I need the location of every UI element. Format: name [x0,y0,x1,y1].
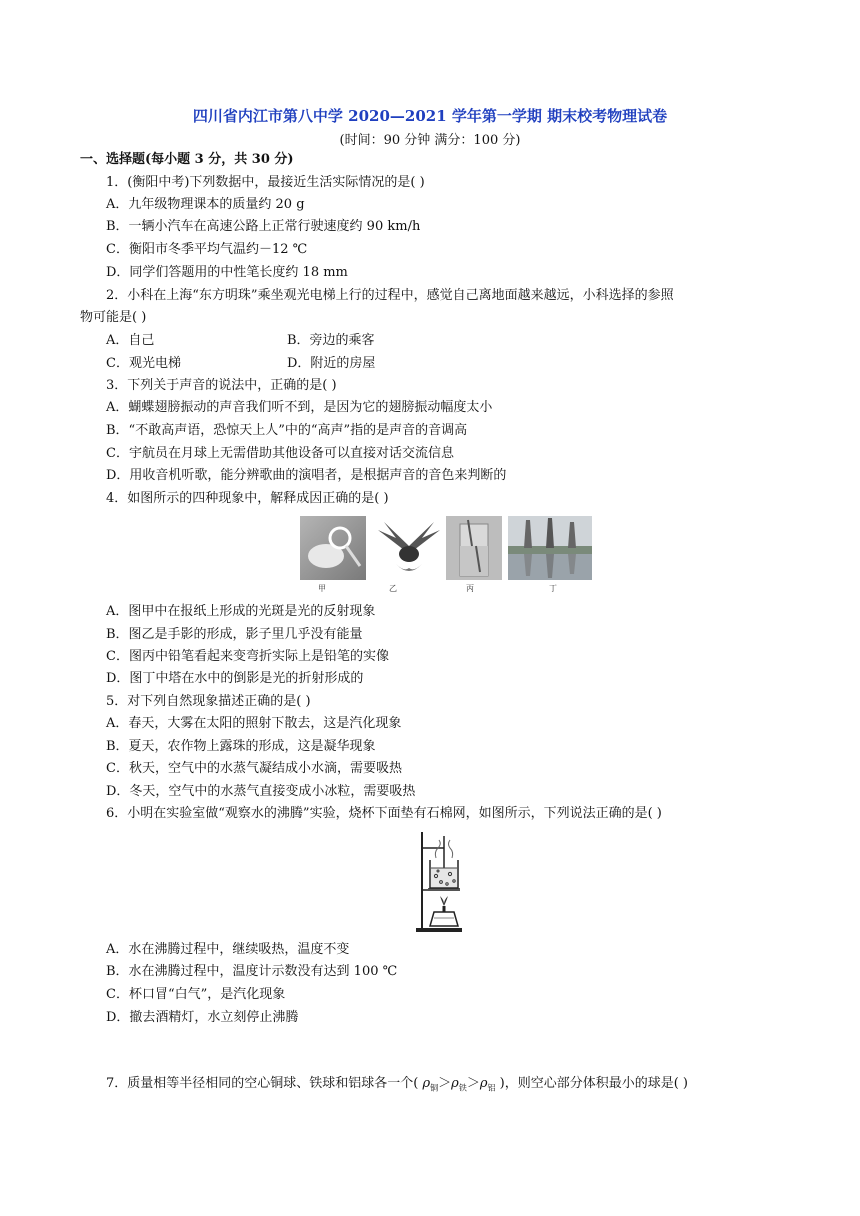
q4-option-d: D．图丁中塔在水中的倒影是光的折射形成的 [106,671,364,686]
figure-caption-yi: 乙 [389,584,397,593]
q2-stem-line2: 物可能是( ) [80,310,147,325]
q2-option-a: A．自己 [106,333,155,348]
q1-option-c: C．衡阳市冬季平均气温约－12 ℃ [106,242,308,257]
figure-yi-image [374,516,444,580]
q7-stem-start: 7．质量相等半径相同的空心铜球、铁球和铝球各一个( [106,1076,419,1091]
q1-option-a: A．九年级物理课本的质量约 20 g [106,197,305,212]
q2-stem-line1: 2．小科在上海“东方明珠”乘坐观光电梯上行的过程中，感觉自己离地面越来越远，小科选择的参照 [106,288,674,303]
q5-option-a: A．春天，大雾在太阳的照射下散去，这是汽化现象 [106,716,402,731]
q3-option-a: A．蝴蝶翅膀振动的声音我们听不到，是因为它的翅膀振动幅度太小 [106,400,493,415]
q6-option-d: D．撤去酒精灯，水立刻停止沸腾 [106,1010,299,1025]
q7-stem-end: )，则空心部分体积最小的球是( ) [499,1076,688,1091]
q5-option-d: D．冬天，空气中的水蒸气直接变成小冰粒，需要吸热 [106,784,416,799]
q6-option-a: A．水在沸腾过程中，继续吸热，温度不变 [106,942,350,957]
q6-stem: 6．小明在实验室做“观察水的沸腾”实验，烧杯下面垫有石棉网，如图所示，下列说法正确的是( ) [106,806,662,821]
exam-subtitle: (时间：90 分钟 满分：100 分) [339,133,521,148]
section-heading: 一、选择题(每小题 3 分，共 30 分) [80,152,294,167]
q1-stem: 1．(衡阳中考)下列数据中，最接近生活实际情况的是( ) [106,175,425,190]
figure-caption-bing: 丙 [466,584,474,593]
q4-option-a: A．图甲中在报纸上形成的光斑是光的反射现象 [106,604,376,619]
q4-stem: 4．如图所示的四种现象中，解释成因正确的是( ) [106,491,389,506]
q2-option-b: B．旁边的乘客 [287,333,375,348]
q5-option-b: B．夏天，农作物上露珠的形成，这是凝华现象 [106,739,376,754]
q3-option-c: C．宇航员在月球上无需借助其他设备可以直接对话交流信息 [106,446,454,461]
figure-caption-ding: 丁 [549,584,557,593]
q4-option-b: B．图乙是手影的形成，影子里几乎没有能量 [106,627,363,642]
q7-stem [106,1075,688,1098]
boiling-apparatus-diagram [414,830,470,934]
greater-than-1: ＞ [438,1076,452,1091]
density-copper: $\rho_铜$ [422,1076,439,1093]
q3-option-d: D．用收音机听歌，能分辨歌曲的演唱者，是根据声音的音色来判断的 [106,468,507,483]
figure-ding-image [508,516,592,580]
density-aluminum: $\rho_铝$ [479,1076,496,1093]
figure-bing-image [446,516,502,580]
q3-option-b: B．“不敢高声语，恐惊天上人”中的“高声”指的是声音的音调高 [106,423,468,438]
q4-option-c: C．图丙中铅笔看起来变弯折实际上是铅笔的实像 [106,649,389,664]
figure-jia-image [300,516,366,580]
figure-caption-jia: 甲 [318,584,326,593]
density-iron: $\rho_铁$ [451,1076,467,1093]
q5-option-c: C．秋天，空气中的水蒸气凝结成小水滴，需要吸热 [106,761,402,776]
q2-option-c: C．观光电梯 [106,356,181,371]
q6-option-b: B．水在沸腾过程中，温度计示数没有达到 100 ℃ [106,964,398,979]
q1-option-b: B．一辆小汽车在高速公路上正常行驶速度约 90 km/h [106,219,421,234]
q5-stem: 5．对下列自然现象描述正确的是( ) [106,694,311,709]
greater-than-2: ＞ [466,1076,480,1091]
q1-option-d: D．同学们答题用的中性笔长度约 18 mm [106,265,348,280]
q3-stem: 3．下列关于声音的说法中，正确的是( ) [106,378,337,393]
q4-figure-strip [300,516,592,580]
q2-option-d: D．附近的房屋 [287,356,376,371]
exam-title: 四川省内江市第八中学 2020—2021 学年第一学期 期末校考物理试卷 [192,107,668,125]
q6-option-c: C．杯口冒“白气”，是汽化现象 [106,987,286,1002]
